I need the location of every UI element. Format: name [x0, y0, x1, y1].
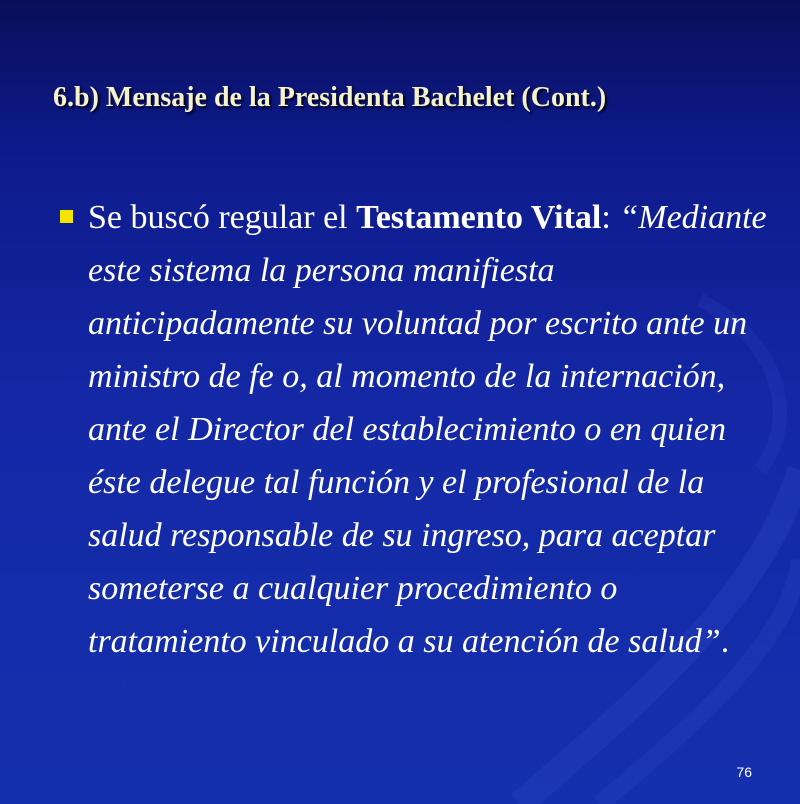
bullet-square-icon	[60, 210, 73, 223]
bullet-colon: :	[601, 199, 620, 236]
bullet-intro: Se buscó regular el	[88, 199, 357, 236]
bullet-bold-term: Testamento Vital	[356, 199, 602, 236]
bullet-quote: “Mediante este sistema la persona manifiesta anticipadamente su voluntad por escrito ante un ministro de fe o, al momento de la internación, ante el Director del establecimiento o en quien éste delegue tal función y el profesional de la salud responsable de su ingreso, para aceptar someterse a cualquier procedimiento o tratamiento vinculado a su atención de salud”	[88, 199, 767, 660]
bullet-text	[88, 191, 768, 668]
bullet-end: .	[720, 623, 730, 660]
page-number: 76	[736, 764, 752, 780]
slide-title: 6.b) Mensaje de la Presidenta Bachelet (Cont.)	[53, 82, 607, 113]
